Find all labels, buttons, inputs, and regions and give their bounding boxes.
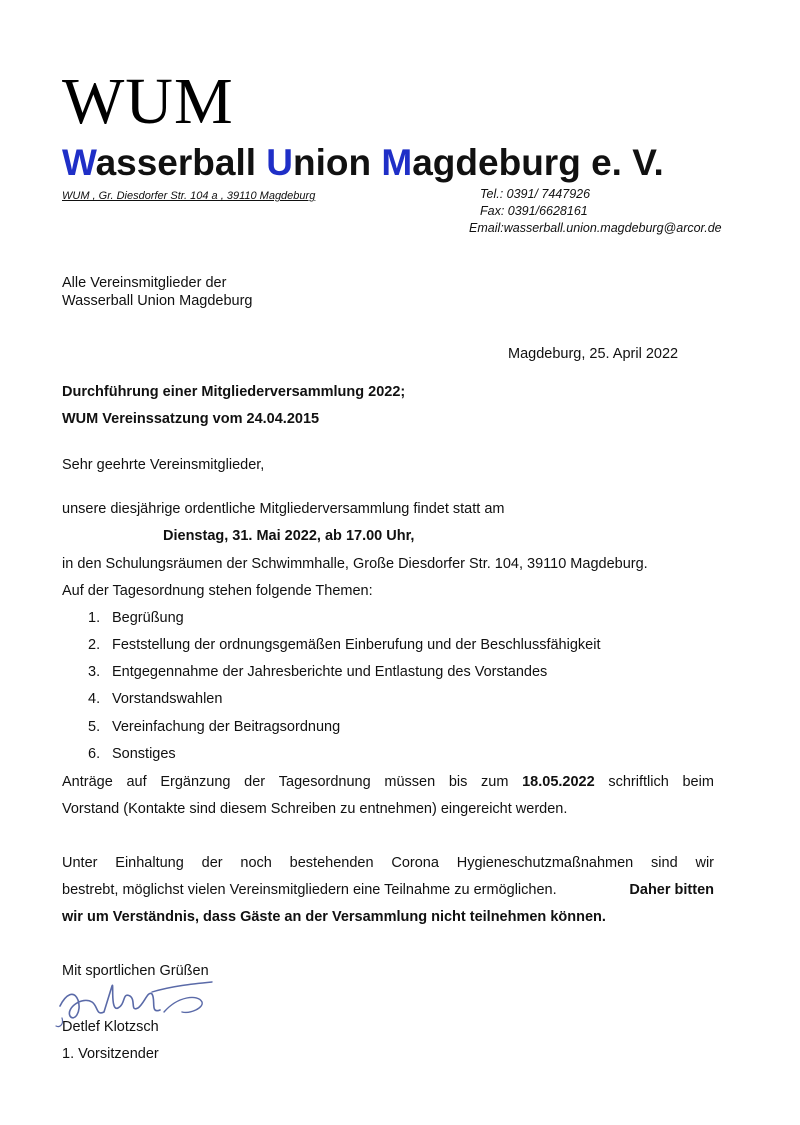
motions-paragraph bbox=[62, 769, 714, 823]
agenda-number: 5. bbox=[88, 719, 101, 735]
word: wir bbox=[695, 855, 714, 871]
word: Anträge bbox=[62, 774, 113, 790]
org-name-part: asserball bbox=[95, 142, 267, 183]
letter-date: Magdeburg, 25. April 2022 bbox=[508, 346, 679, 362]
justified-line bbox=[62, 850, 714, 877]
word: Corona bbox=[391, 855, 439, 871]
word: Tagesordnung bbox=[278, 774, 371, 790]
subject-line-1: Durchführung einer Mitgliederversammlung 2022; bbox=[62, 384, 406, 400]
word: auf bbox=[126, 774, 147, 790]
corona-paragraph bbox=[62, 850, 714, 931]
corona-line-2b: Daher bitten bbox=[629, 882, 714, 898]
deadline-date: 18.05.2022 bbox=[522, 774, 595, 790]
org-initial-u: U bbox=[266, 142, 294, 183]
sender-address: WUM , Gr. Diesdorfer Str. 104 a , 39110 Magdeburg bbox=[62, 190, 316, 202]
org-initial-m: M bbox=[381, 142, 413, 183]
agenda-number: 6. bbox=[88, 746, 101, 762]
org-name-part: nion bbox=[293, 142, 382, 183]
word: bis bbox=[448, 774, 468, 790]
org-initial-w: W bbox=[62, 142, 96, 183]
word: Einhaltung bbox=[115, 855, 184, 871]
word: Unter bbox=[62, 855, 98, 871]
phone-number: Tel.: 0391/ 7447926 bbox=[480, 187, 591, 201]
word: zum bbox=[481, 774, 509, 790]
org-name-part: agdeburg e. V. bbox=[412, 142, 664, 183]
agenda-item bbox=[88, 637, 600, 653]
logo-text: WUM bbox=[62, 65, 234, 138]
motions-line-2: Vorstand (Kontakte sind diesem Schreiben zu entnehmen) eingereicht werden. bbox=[62, 801, 568, 817]
word: der bbox=[244, 774, 266, 790]
word: der bbox=[201, 855, 223, 871]
meeting-location: in den Schulungsräumen der Schwimmhalle, Große Diesdorfer Str. 104, 39110 Magdeburg. bbox=[62, 556, 648, 572]
agenda-text: Entgegennahme der Jahresberichte und Entlastung des Vorstandes bbox=[112, 664, 548, 680]
recipient-line-2: Wasserball Union Magdeburg bbox=[62, 293, 253, 309]
organization-name bbox=[62, 140, 664, 186]
word: sind bbox=[651, 855, 678, 871]
agenda-item bbox=[88, 719, 340, 735]
agenda-number: 4. bbox=[88, 691, 101, 707]
signer-name: Detlef Klotzsch bbox=[62, 1019, 159, 1035]
word: Hygieneschutzmaßnahmen bbox=[456, 855, 634, 871]
word: Ergänzung bbox=[160, 774, 231, 790]
agenda-number: 2. bbox=[88, 637, 101, 653]
justified-line bbox=[62, 769, 714, 796]
fax-number: Fax: 0391/6628161 bbox=[480, 204, 588, 218]
agenda-item bbox=[88, 746, 176, 762]
justified-line bbox=[62, 877, 714, 904]
word: noch bbox=[240, 855, 272, 871]
word: müssen bbox=[384, 774, 436, 790]
agenda-item bbox=[88, 691, 222, 707]
word: beim bbox=[682, 774, 714, 790]
agenda-text: Sonstiges bbox=[112, 746, 176, 762]
signer-title: 1. Vorsitzender bbox=[62, 1046, 159, 1062]
agenda-item bbox=[88, 664, 547, 680]
agenda-text: Feststellung der ordnungsgemäßen Einberufung und der Beschlussfähigkeit bbox=[112, 637, 601, 653]
corona-line-3: wir um Verständnis, dass Gäste an der Versammlung nicht teilnehmen können. bbox=[62, 909, 606, 925]
agenda-number: 3. bbox=[88, 664, 101, 680]
agenda-text: Vereinfachung der Beitragsordnung bbox=[112, 719, 341, 735]
corona-line-2a: bestrebt, möglichst vielen Vereinsmitgliedern eine Teilnahme zu ermöglichen. bbox=[62, 882, 557, 898]
word: bestehenden bbox=[289, 855, 374, 871]
agenda-item bbox=[88, 610, 184, 626]
agenda-intro: Auf der Tagesordnung stehen folgende Themen: bbox=[62, 583, 373, 599]
closing: Mit sportlichen Grüßen bbox=[62, 963, 209, 979]
email-address: Email:wasserball.union.magdeburg@arcor.de bbox=[469, 221, 722, 235]
salutation: Sehr geehrte Vereinsmitglieder, bbox=[62, 457, 265, 473]
word: schriftlich bbox=[608, 774, 669, 790]
agenda-text: Begrüßung bbox=[112, 610, 184, 626]
subject-line-2: WUM Vereinssatzung vom 24.04.2015 bbox=[62, 411, 320, 427]
meeting-time: Dienstag, 31. Mai 2022, ab 17.00 Uhr, bbox=[163, 528, 415, 544]
recipient-line-1: Alle Vereinsmitglieder der bbox=[62, 275, 227, 291]
agenda-number: 1. bbox=[88, 610, 101, 626]
intro-text: unsere diesjährige ordentliche Mitgliederversammlung findet statt am bbox=[62, 501, 505, 517]
agenda-text: Vorstandswahlen bbox=[112, 691, 223, 707]
